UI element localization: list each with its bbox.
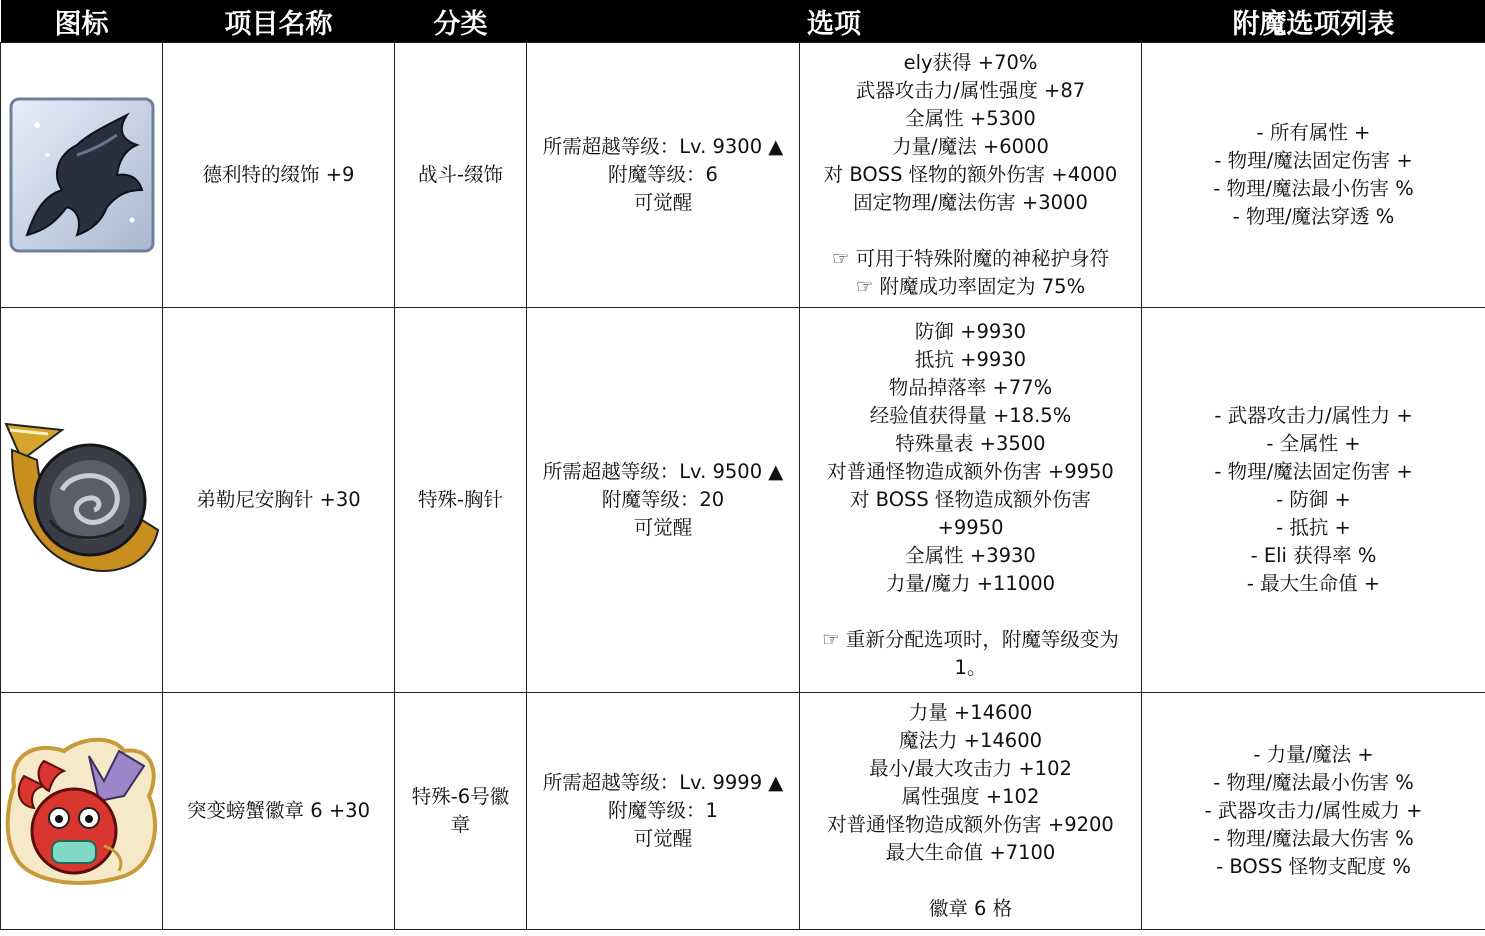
enchant-item: - 全属性 +: [1266, 432, 1361, 455]
option-line: 全属性 +5300: [905, 107, 1036, 130]
option-line: 物品掉落率 +77%: [888, 376, 1053, 399]
awakenable: 可觉醒: [633, 516, 693, 539]
enchant-level: 附魔等级：6: [608, 163, 718, 186]
item-category: 战斗-缀饰: [395, 43, 527, 308]
enchant-item: - 物理/魔法最小伤害 %: [1213, 177, 1414, 200]
header-options: 选项: [527, 0, 1142, 43]
note-line: ☞ 重新分配选项时，附魔等级变为 1。: [822, 628, 1119, 679]
requirements-cell: [527, 43, 800, 308]
required-level: 所需超越等级：Lv. 9300 ▲: [542, 135, 784, 158]
dark-dragon-ornament-icon: [7, 95, 157, 255]
option-line: 力量/魔法 +6000: [892, 135, 1049, 158]
enchant-item: - 防御 +: [1276, 488, 1351, 511]
note-line: ☞ 附魔成功率固定为 75%: [855, 275, 1086, 298]
enchant-level: 附魔等级：20: [601, 488, 725, 511]
awakenable: 可觉醒: [633, 191, 693, 214]
enchant-item: - Eli 获得率 %: [1250, 544, 1377, 567]
option-line: 最小/最大攻击力 +102: [869, 757, 1072, 780]
enchant-item: - 武器攻击力/属性力 +: [1214, 404, 1413, 427]
option-line: 魔法力 +14600: [898, 729, 1043, 752]
option-line: 武器攻击力/属性强度 +87: [855, 79, 1086, 102]
enchant-list-cell: [1142, 693, 1485, 930]
item-category-text: 特殊-6号徽章: [411, 785, 510, 836]
enchant-item: - 物理/魔法穿透 %: [1232, 205, 1395, 228]
option-line: 对 BOSS 怪物的额外伤害 +4000: [823, 163, 1118, 186]
enchant-item: - 力量/魔法 +: [1253, 743, 1374, 766]
enchant-item: - 所有属性 +: [1256, 121, 1371, 144]
enchant-item: - 物理/魔法最小伤害 %: [1213, 771, 1414, 794]
enchant-list-cell: [1142, 43, 1485, 308]
enchant-item: - 抵抗 +: [1276, 516, 1351, 539]
required-level: 所需超越等级：Lv. 9999 ▲: [542, 771, 784, 794]
note-line: 徽章 6 格: [928, 897, 1013, 920]
option-line: 对 BOSS 怪物造成额外伤害 +9950: [849, 488, 1092, 539]
icon-cell: [1, 308, 163, 693]
awakenable: 可觉醒: [633, 827, 693, 850]
option-line: 固定物理/魔法伤害 +3000: [853, 191, 1088, 214]
option-line: 经验值获得量 +18.5%: [869, 404, 1072, 427]
item-category: [395, 693, 527, 930]
icon-cell: [1, 43, 163, 308]
requirements-cell: [527, 693, 800, 930]
header-name: 项目名称: [163, 0, 395, 43]
option-line: 抵抗 +9930: [914, 348, 1027, 371]
required-level: 所需超越等级：Lv. 9500 ▲: [542, 460, 784, 483]
enchant-item: - 武器攻击力/属性威力 +: [1204, 799, 1423, 822]
option-line: 特殊量表 +3500: [895, 432, 1046, 455]
options-cell: [800, 308, 1142, 693]
crab-badge-icon: [4, 736, 160, 886]
header-enchant: 附魔选项列表: [1142, 0, 1485, 43]
item-name: 德利特的缀饰 +9: [163, 43, 395, 308]
option-line: 力量 +14600: [908, 701, 1033, 724]
option-line: ely获得 +70%: [903, 51, 1038, 74]
option-line: 防御 +9930: [914, 320, 1027, 343]
note-line: ☞ 可用于特殊附魔的神秘护身符: [831, 247, 1110, 270]
option-line: 对普通怪物造成额外伤害 +9200: [827, 813, 1114, 836]
item-category: 特殊-胸针: [395, 308, 527, 693]
item-name: 突变螃蟹徽章 6 +30: [163, 693, 395, 930]
enchant-item: - BOSS 怪物支配度 %: [1216, 855, 1411, 878]
header-category: 分类: [395, 0, 527, 43]
icon-cell: [1, 693, 163, 930]
item-name: 弟勒尼安胸针 +30: [163, 308, 395, 693]
option-line: 力量/魔力 +11000: [885, 572, 1056, 595]
enchant-list-cell: [1142, 308, 1485, 693]
options-cell: [800, 43, 1142, 308]
table-row: [1, 308, 1485, 693]
header-icon: 图标: [1, 0, 163, 43]
header-row: [1, 0, 1485, 43]
requirements-cell: [527, 308, 800, 693]
table-row: [1, 43, 1485, 308]
enchant-item: - 物理/魔法最大伤害 %: [1213, 827, 1414, 850]
enchant-level: 附魔等级：1: [608, 799, 718, 822]
options-cell: [800, 693, 1142, 930]
black-rose-brooch-icon: [2, 420, 162, 580]
table-row: [1, 693, 1485, 930]
option-line: 属性强度 +102: [901, 785, 1040, 808]
enchant-item: - 最大生命值 +: [1246, 572, 1381, 595]
option-line: 对普通怪物造成额外伤害 +9950: [827, 460, 1114, 483]
option-line: 全属性 +3930: [905, 544, 1036, 567]
option-line: 最大生命值 +7100: [885, 841, 1056, 864]
enchant-item: - 物理/魔法固定伤害 +: [1214, 460, 1413, 483]
enchant-item: - 物理/魔法固定伤害 +: [1214, 149, 1413, 172]
